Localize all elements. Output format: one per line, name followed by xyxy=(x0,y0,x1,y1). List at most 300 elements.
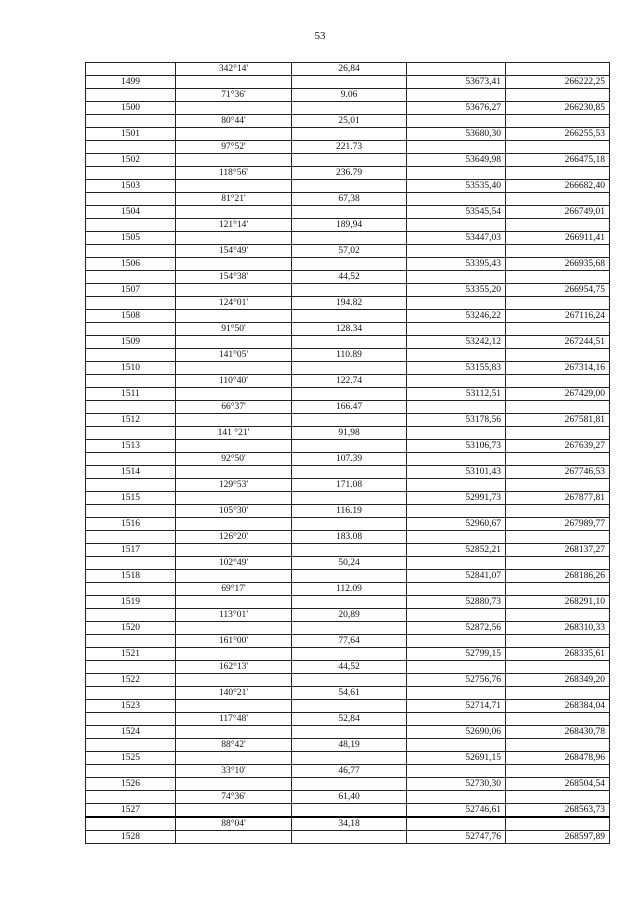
point-number-cell xyxy=(86,375,176,388)
length-cell: 61,40 xyxy=(292,791,407,804)
length-cell xyxy=(292,336,407,349)
point-number-cell xyxy=(86,141,176,154)
x-coordinate-cell xyxy=(407,505,506,518)
angle-cell xyxy=(176,804,292,818)
y-coordinate-cell xyxy=(506,245,610,258)
table-row-point xyxy=(86,726,610,739)
x-coordinate-cell xyxy=(407,89,506,102)
length-cell xyxy=(292,492,407,505)
x-coordinate-cell: 52872,56 xyxy=(407,622,506,635)
length-cell xyxy=(292,544,407,557)
table-row-segment xyxy=(86,661,610,674)
point-number-cell xyxy=(86,609,176,622)
x-coordinate-cell xyxy=(407,63,506,76)
angle-cell xyxy=(176,544,292,557)
table-row-segment xyxy=(86,713,610,726)
point-number-cell xyxy=(86,687,176,700)
length-cell: 112.09 xyxy=(292,583,407,596)
length-cell: 122.74 xyxy=(292,375,407,388)
y-coordinate-cell xyxy=(506,89,610,102)
point-number-cell: 1527 xyxy=(86,804,176,818)
table-row-point xyxy=(86,154,610,167)
point-number-cell: 1522 xyxy=(86,674,176,687)
length-cell: 77,64 xyxy=(292,635,407,648)
x-coordinate-cell: 53155,83 xyxy=(407,362,506,375)
x-coordinate-cell xyxy=(407,765,506,778)
angle-cell xyxy=(176,336,292,349)
length-cell xyxy=(292,648,407,661)
length-cell: 20,89 xyxy=(292,609,407,622)
angle-cell xyxy=(176,258,292,271)
point-number-cell xyxy=(86,739,176,752)
point-number-cell xyxy=(86,401,176,414)
y-coordinate-cell: 266230,85 xyxy=(506,102,610,115)
x-coordinate-cell xyxy=(407,245,506,258)
length-cell xyxy=(292,154,407,167)
x-coordinate-cell: 53101,43 xyxy=(407,466,506,479)
length-cell xyxy=(292,180,407,193)
x-coordinate-cell xyxy=(407,297,506,310)
length-cell: 194.82 xyxy=(292,297,407,310)
length-cell: 116.19 xyxy=(292,505,407,518)
table-row-point xyxy=(86,180,610,193)
y-coordinate-cell xyxy=(506,427,610,440)
point-number-cell xyxy=(86,765,176,778)
point-number-cell xyxy=(86,427,176,440)
x-coordinate-cell: 52747,76 xyxy=(407,831,506,844)
point-number-cell xyxy=(86,505,176,518)
y-coordinate-cell: 268137,27 xyxy=(506,544,610,557)
angle-cell xyxy=(176,310,292,323)
length-cell xyxy=(292,206,407,219)
x-coordinate-cell xyxy=(407,349,506,362)
y-coordinate-cell xyxy=(506,297,610,310)
table-row-segment xyxy=(86,115,610,128)
point-number-cell xyxy=(86,635,176,648)
table-row-segment xyxy=(86,63,610,76)
table-row-point xyxy=(86,544,610,557)
length-cell: 236.79 xyxy=(292,167,407,180)
angle-cell xyxy=(176,440,292,453)
x-coordinate-cell xyxy=(407,401,506,414)
length-cell: 91,98 xyxy=(292,427,407,440)
table-row-segment xyxy=(86,817,610,831)
length-cell xyxy=(292,518,407,531)
length-cell xyxy=(292,76,407,89)
length-cell xyxy=(292,570,407,583)
angle-cell: 69°17' xyxy=(176,583,292,596)
y-coordinate-cell xyxy=(506,63,610,76)
x-coordinate-cell: 53545,54 xyxy=(407,206,506,219)
angle-cell xyxy=(176,154,292,167)
table-row-point xyxy=(86,76,610,89)
length-cell xyxy=(292,466,407,479)
point-number-cell: 1525 xyxy=(86,752,176,765)
table-row-segment xyxy=(86,609,610,622)
point-number-cell xyxy=(86,817,176,831)
x-coordinate-cell: 52690,06 xyxy=(407,726,506,739)
table-row-point xyxy=(86,232,610,245)
length-cell: 110.89 xyxy=(292,349,407,362)
y-coordinate-cell: 268310,33 xyxy=(506,622,610,635)
angle-cell: 81°21' xyxy=(176,193,292,206)
length-cell: 57,02 xyxy=(292,245,407,258)
angle-cell xyxy=(176,284,292,297)
y-coordinate-cell: 268504,54 xyxy=(506,778,610,791)
angle-cell: 80°44' xyxy=(176,115,292,128)
point-number-cell: 1511 xyxy=(86,388,176,401)
table-row-point xyxy=(86,778,610,791)
table-row-point xyxy=(86,492,610,505)
x-coordinate-cell xyxy=(407,557,506,570)
length-cell: 25,01 xyxy=(292,115,407,128)
length-cell xyxy=(292,258,407,271)
x-coordinate-cell: 52756,76 xyxy=(407,674,506,687)
y-coordinate-cell xyxy=(506,323,610,336)
length-cell: 183.08 xyxy=(292,531,407,544)
point-number-cell xyxy=(86,583,176,596)
table-row-segment xyxy=(86,557,610,570)
table-row-segment xyxy=(86,583,610,596)
point-number-cell xyxy=(86,63,176,76)
table-row-point xyxy=(86,414,610,427)
point-number-cell: 1526 xyxy=(86,778,176,791)
angle-cell xyxy=(176,570,292,583)
angle-cell: 118°56' xyxy=(176,167,292,180)
table-row-point xyxy=(86,388,610,401)
length-cell xyxy=(292,831,407,844)
angle-cell xyxy=(176,362,292,375)
length-cell xyxy=(292,778,407,791)
length-cell xyxy=(292,284,407,297)
table-row-point xyxy=(86,700,610,713)
y-coordinate-cell xyxy=(506,479,610,492)
table-row-segment xyxy=(86,479,610,492)
y-coordinate-cell: 268478,96 xyxy=(506,752,610,765)
table-row-point xyxy=(86,674,610,687)
point-number-cell: 1509 xyxy=(86,336,176,349)
point-number-cell xyxy=(86,531,176,544)
angle-cell: 121°14' xyxy=(176,219,292,232)
length-cell xyxy=(292,674,407,687)
x-coordinate-cell: 52880,73 xyxy=(407,596,506,609)
x-coordinate-cell: 53355,20 xyxy=(407,284,506,297)
angle-cell xyxy=(176,180,292,193)
point-number-cell: 1516 xyxy=(86,518,176,531)
y-coordinate-cell xyxy=(506,609,610,622)
point-number-cell xyxy=(86,219,176,232)
x-coordinate-cell: 53535,40 xyxy=(407,180,506,193)
length-cell xyxy=(292,388,407,401)
point-number-cell: 1508 xyxy=(86,310,176,323)
x-coordinate-cell: 53673,41 xyxy=(407,76,506,89)
x-coordinate-cell: 53106,73 xyxy=(407,440,506,453)
coordinates-table xyxy=(85,62,610,844)
y-coordinate-cell xyxy=(506,739,610,752)
angle-cell xyxy=(176,492,292,505)
table-row-point xyxy=(86,102,610,115)
point-number-cell xyxy=(86,271,176,284)
table-row-segment xyxy=(86,167,610,180)
point-number-cell: 1523 xyxy=(86,700,176,713)
y-coordinate-cell xyxy=(506,817,610,831)
y-coordinate-cell: 266682,40 xyxy=(506,180,610,193)
point-number-cell xyxy=(86,349,176,362)
point-number-cell xyxy=(86,453,176,466)
x-coordinate-cell xyxy=(407,635,506,648)
table-row-segment xyxy=(86,687,610,700)
x-coordinate-cell: 53395,43 xyxy=(407,258,506,271)
angle-cell xyxy=(176,726,292,739)
length-cell xyxy=(292,752,407,765)
x-coordinate-cell xyxy=(407,141,506,154)
angle-cell xyxy=(176,232,292,245)
x-coordinate-cell: 53242,12 xyxy=(407,336,506,349)
angle-cell: 129°53' xyxy=(176,479,292,492)
x-coordinate-cell: 52714,71 xyxy=(407,700,506,713)
y-coordinate-cell xyxy=(506,791,610,804)
y-coordinate-cell: 266954,75 xyxy=(506,284,610,297)
point-number-cell: 1512 xyxy=(86,414,176,427)
x-coordinate-cell xyxy=(407,167,506,180)
table-row-point xyxy=(86,752,610,765)
x-coordinate-cell xyxy=(407,661,506,674)
y-coordinate-cell xyxy=(506,531,610,544)
y-coordinate-cell: 268186,26 xyxy=(506,570,610,583)
x-coordinate-cell: 52841,07 xyxy=(407,570,506,583)
x-coordinate-cell: 53112,51 xyxy=(407,388,506,401)
table-row-point xyxy=(86,466,610,479)
point-number-cell: 1501 xyxy=(86,128,176,141)
angle-cell: 74°36' xyxy=(176,791,292,804)
table-row-segment xyxy=(86,375,610,388)
y-coordinate-cell xyxy=(506,219,610,232)
x-coordinate-cell: 52730,30 xyxy=(407,778,506,791)
table-row-point xyxy=(86,310,610,323)
table-row-segment xyxy=(86,453,610,466)
angle-cell xyxy=(176,778,292,791)
point-number-cell: 1513 xyxy=(86,440,176,453)
y-coordinate-cell: 268349,20 xyxy=(506,674,610,687)
y-coordinate-cell xyxy=(506,453,610,466)
point-number-cell: 1504 xyxy=(86,206,176,219)
y-coordinate-cell: 267314,16 xyxy=(506,362,610,375)
angle-cell xyxy=(176,518,292,531)
point-number-cell xyxy=(86,661,176,674)
point-number-cell: 1507 xyxy=(86,284,176,297)
y-coordinate-cell xyxy=(506,583,610,596)
length-cell xyxy=(292,440,407,453)
angle-cell: 141 °21' xyxy=(176,427,292,440)
point-number-cell: 1514 xyxy=(86,466,176,479)
table-row-segment xyxy=(86,141,610,154)
x-coordinate-cell: 53649,98 xyxy=(407,154,506,167)
x-coordinate-cell xyxy=(407,817,506,831)
length-cell: 189,94 xyxy=(292,219,407,232)
table-row-segment xyxy=(86,739,610,752)
y-coordinate-cell: 266749,01 xyxy=(506,206,610,219)
x-coordinate-cell: 53676,27 xyxy=(407,102,506,115)
angle-cell xyxy=(176,206,292,219)
x-coordinate-cell: 52960,67 xyxy=(407,518,506,531)
point-number-cell xyxy=(86,245,176,258)
y-coordinate-cell xyxy=(506,687,610,700)
length-cell: 221.73 xyxy=(292,141,407,154)
table-row-segment xyxy=(86,531,610,544)
length-cell: 128.34 xyxy=(292,323,407,336)
x-coordinate-cell: 53680,30 xyxy=(407,128,506,141)
y-coordinate-cell: 267639,27 xyxy=(506,440,610,453)
table-row-segment xyxy=(86,89,610,102)
x-coordinate-cell: 52991,73 xyxy=(407,492,506,505)
point-number-cell: 1510 xyxy=(86,362,176,375)
point-number-cell: 1521 xyxy=(86,648,176,661)
point-number-cell: 1506 xyxy=(86,258,176,271)
y-coordinate-cell: 267116,24 xyxy=(506,310,610,323)
table-row-segment xyxy=(86,401,610,414)
y-coordinate-cell: 268384,04 xyxy=(506,700,610,713)
table-row-point xyxy=(86,622,610,635)
angle-cell xyxy=(176,466,292,479)
point-number-cell: 1518 xyxy=(86,570,176,583)
x-coordinate-cell xyxy=(407,479,506,492)
angle-cell: 71°36' xyxy=(176,89,292,102)
x-coordinate-cell xyxy=(407,531,506,544)
angle-cell xyxy=(176,831,292,844)
angle-cell: 66°37' xyxy=(176,401,292,414)
angle-cell xyxy=(176,388,292,401)
table-row-point xyxy=(86,128,610,141)
y-coordinate-cell: 267429,00 xyxy=(506,388,610,401)
y-coordinate-cell: 268597,89 xyxy=(506,831,610,844)
table-row-segment xyxy=(86,635,610,648)
table-row-point xyxy=(86,336,610,349)
length-cell: 67,38 xyxy=(292,193,407,206)
x-coordinate-cell: 52746,61 xyxy=(407,804,506,818)
length-cell xyxy=(292,726,407,739)
point-number-cell xyxy=(86,89,176,102)
table-row-segment xyxy=(86,297,610,310)
x-coordinate-cell xyxy=(407,739,506,752)
y-coordinate-cell: 267244,51 xyxy=(506,336,610,349)
y-coordinate-cell xyxy=(506,115,610,128)
y-coordinate-cell: 266222,25 xyxy=(506,76,610,89)
length-cell xyxy=(292,232,407,245)
length-cell xyxy=(292,310,407,323)
table-row-segment xyxy=(86,323,610,336)
y-coordinate-cell: 266255,53 xyxy=(506,128,610,141)
y-coordinate-cell xyxy=(506,401,610,414)
table-row-segment xyxy=(86,349,610,362)
y-coordinate-cell xyxy=(506,661,610,674)
angle-cell: 117°48' xyxy=(176,713,292,726)
length-cell: 107.39 xyxy=(292,453,407,466)
point-number-cell xyxy=(86,791,176,804)
angle-cell xyxy=(176,648,292,661)
angle-cell: 33°10' xyxy=(176,765,292,778)
table-row-point xyxy=(86,206,610,219)
table-row-segment xyxy=(86,219,610,232)
length-cell xyxy=(292,622,407,635)
point-number-cell: 1500 xyxy=(86,102,176,115)
angle-cell: 97°52' xyxy=(176,141,292,154)
y-coordinate-cell xyxy=(506,505,610,518)
y-coordinate-cell: 268291,10 xyxy=(506,596,610,609)
point-number-cell: 1499 xyxy=(86,76,176,89)
point-number-cell: 1503 xyxy=(86,180,176,193)
table-row-segment xyxy=(86,765,610,778)
table-row-point xyxy=(86,831,610,844)
angle-cell: 162°13' xyxy=(176,661,292,674)
x-coordinate-cell xyxy=(407,219,506,232)
y-coordinate-cell: 267989,77 xyxy=(506,518,610,531)
angle-cell: 88°04' xyxy=(176,817,292,831)
x-coordinate-cell: 52691,15 xyxy=(407,752,506,765)
point-number-cell: 1505 xyxy=(86,232,176,245)
point-number-cell xyxy=(86,297,176,310)
angle-cell: 126°20' xyxy=(176,531,292,544)
table-row-point xyxy=(86,362,610,375)
length-cell: 54,61 xyxy=(292,687,407,700)
angle-cell xyxy=(176,700,292,713)
y-coordinate-cell xyxy=(506,141,610,154)
length-cell: 50,24 xyxy=(292,557,407,570)
point-number-cell: 1515 xyxy=(86,492,176,505)
angle-cell xyxy=(176,102,292,115)
table-row-segment xyxy=(86,245,610,258)
y-coordinate-cell xyxy=(506,713,610,726)
x-coordinate-cell xyxy=(407,583,506,596)
x-coordinate-cell: 52799,15 xyxy=(407,648,506,661)
angle-cell: 91°50' xyxy=(176,323,292,336)
x-coordinate-cell xyxy=(407,713,506,726)
y-coordinate-cell xyxy=(506,193,610,206)
x-coordinate-cell xyxy=(407,271,506,284)
point-number-cell xyxy=(86,557,176,570)
page-number: 53 xyxy=(314,30,326,42)
y-coordinate-cell xyxy=(506,167,610,180)
y-coordinate-cell xyxy=(506,271,610,284)
y-coordinate-cell: 266911,41 xyxy=(506,232,610,245)
table-row-point xyxy=(86,518,610,531)
angle-cell: 161°00' xyxy=(176,635,292,648)
y-coordinate-cell xyxy=(506,557,610,570)
length-cell: 166.47 xyxy=(292,401,407,414)
length-cell xyxy=(292,362,407,375)
length-cell: 52,84 xyxy=(292,713,407,726)
length-cell xyxy=(292,804,407,818)
x-coordinate-cell xyxy=(407,115,506,128)
y-coordinate-cell: 266935,68 xyxy=(506,258,610,271)
table-row-point xyxy=(86,440,610,453)
x-coordinate-cell: 53447,03 xyxy=(407,232,506,245)
length-cell xyxy=(292,596,407,609)
x-coordinate-cell xyxy=(407,427,506,440)
table-row-point xyxy=(86,284,610,297)
length-cell: 171.08 xyxy=(292,479,407,492)
x-coordinate-cell xyxy=(407,375,506,388)
length-cell: 26,84 xyxy=(292,63,407,76)
point-number-cell: 1524 xyxy=(86,726,176,739)
y-coordinate-cell xyxy=(506,765,610,778)
table-row-segment xyxy=(86,271,610,284)
point-number-cell xyxy=(86,479,176,492)
length-cell: 46,77 xyxy=(292,765,407,778)
table-row-segment xyxy=(86,193,610,206)
point-number-cell: 1519 xyxy=(86,596,176,609)
angle-cell: 105°30' xyxy=(176,505,292,518)
angle-cell: 342°14' xyxy=(176,63,292,76)
